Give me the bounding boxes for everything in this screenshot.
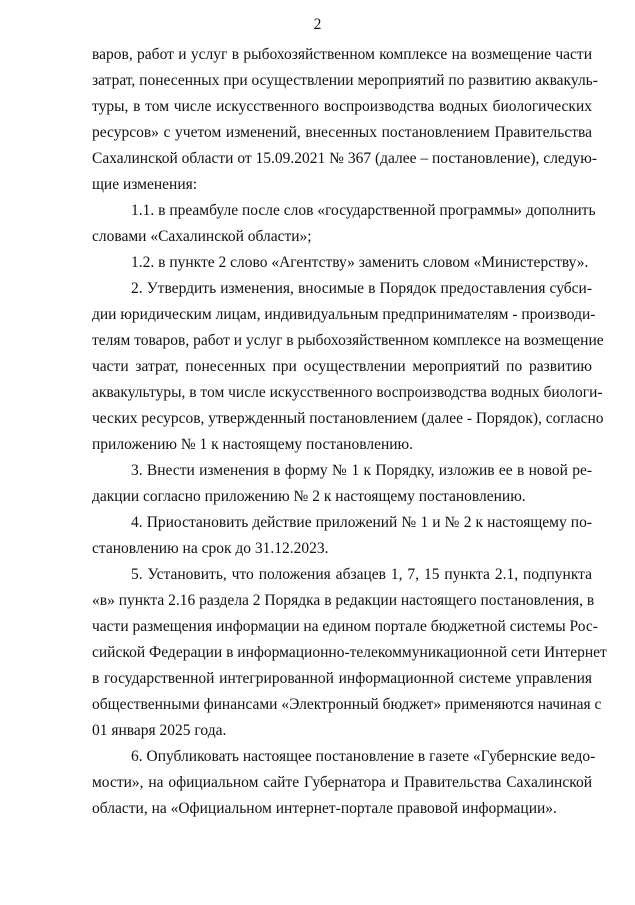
body-line: 5. Установить, что положения абзацев 1, 7, 15 пункта 2.1, подпункта xyxy=(131,566,592,583)
body-line: 4. Приостановить действие приложений № 1 и № 2 к настоящему по- xyxy=(131,514,592,531)
body-line: аквакультуры, в том числе искусственного воспроизводства водных биологи- xyxy=(92,384,603,401)
body-line: части затрат, понесенных при осуществлении мероприятий по развитию xyxy=(92,358,592,375)
page-number: 2 xyxy=(313,16,322,33)
body-line: 01 января 2025 года. xyxy=(92,722,227,739)
body-line: становлению на срок до 31.12.2023. xyxy=(92,540,329,557)
body-line: варов, работ и услуг в рыбохозяйственном комплексе на возмещение части xyxy=(92,46,592,63)
body-line: сийской Федерации в информационно-телекоммуникационной сети Интернет xyxy=(92,644,607,661)
body-line: дии юридическим лицам, индивидуальным предпринимателям - производи- xyxy=(92,306,596,323)
body-line: 1.2. в пункте 2 слово «Агентству» заменить словом «Министерству». xyxy=(131,254,589,271)
body-line: словами «Сахалинской области»; xyxy=(92,228,312,245)
body-line: приложению № 1 к настоящему постановлению. xyxy=(92,436,413,453)
body-line: затрат, понесенных при осуществлении мероприятий по развитию аквакуль- xyxy=(92,72,598,89)
body-line: 1.1. в преамбуле после слов «государственной программы» дополнить xyxy=(131,202,596,219)
body-line: части размещения информации на едином портале бюджетной системы Рос- xyxy=(92,618,598,635)
body-line: щие изменения: xyxy=(92,176,198,193)
body-line: телям товаров, работ и услуг в рыбохозяйственном комплексе на возмещение xyxy=(92,332,604,349)
body-line: 6. Опубликовать настоящее постановление в газете «Губернские ведо- xyxy=(131,748,596,765)
body-line: дакции согласно приложению № 2 к настоящему постановлению. xyxy=(92,488,526,505)
body-line: общественными финансами «Электронный бюджет» применяются начиная с xyxy=(92,696,602,713)
body-line: «в» пункта 2.16 раздела 2 Порядка в редакции настоящего постановления, в xyxy=(92,592,595,609)
body-line: мости», на официальном сайте Губернатора и Правительства Сахалинской xyxy=(92,774,592,791)
body-line: Сахалинской области от 15.09.2021 № 367 (далее – постановление), следую- xyxy=(92,150,597,167)
body-line: ческих ресурсов, утвержденный постановлением (далее - Порядок), согласно xyxy=(92,410,604,427)
body-line: 3. Внести изменения в форму № 1 к Порядку, изложив ее в новой ре- xyxy=(131,462,592,479)
body-line: 2. Утвердить изменения, вносимые в Порядок предоставления субси- xyxy=(131,280,592,297)
body-line: в государственной интегрированной информационной системе управления xyxy=(92,670,592,687)
body-line: туры, в том числе искусственного воспроизводства водных биологических xyxy=(92,98,592,115)
body-line: области, на «Официальном интернет-портале правовой информации». xyxy=(92,800,557,817)
body-line: ресурсов» с учетом изменений, внесенных постановлением Правительства xyxy=(92,124,592,141)
